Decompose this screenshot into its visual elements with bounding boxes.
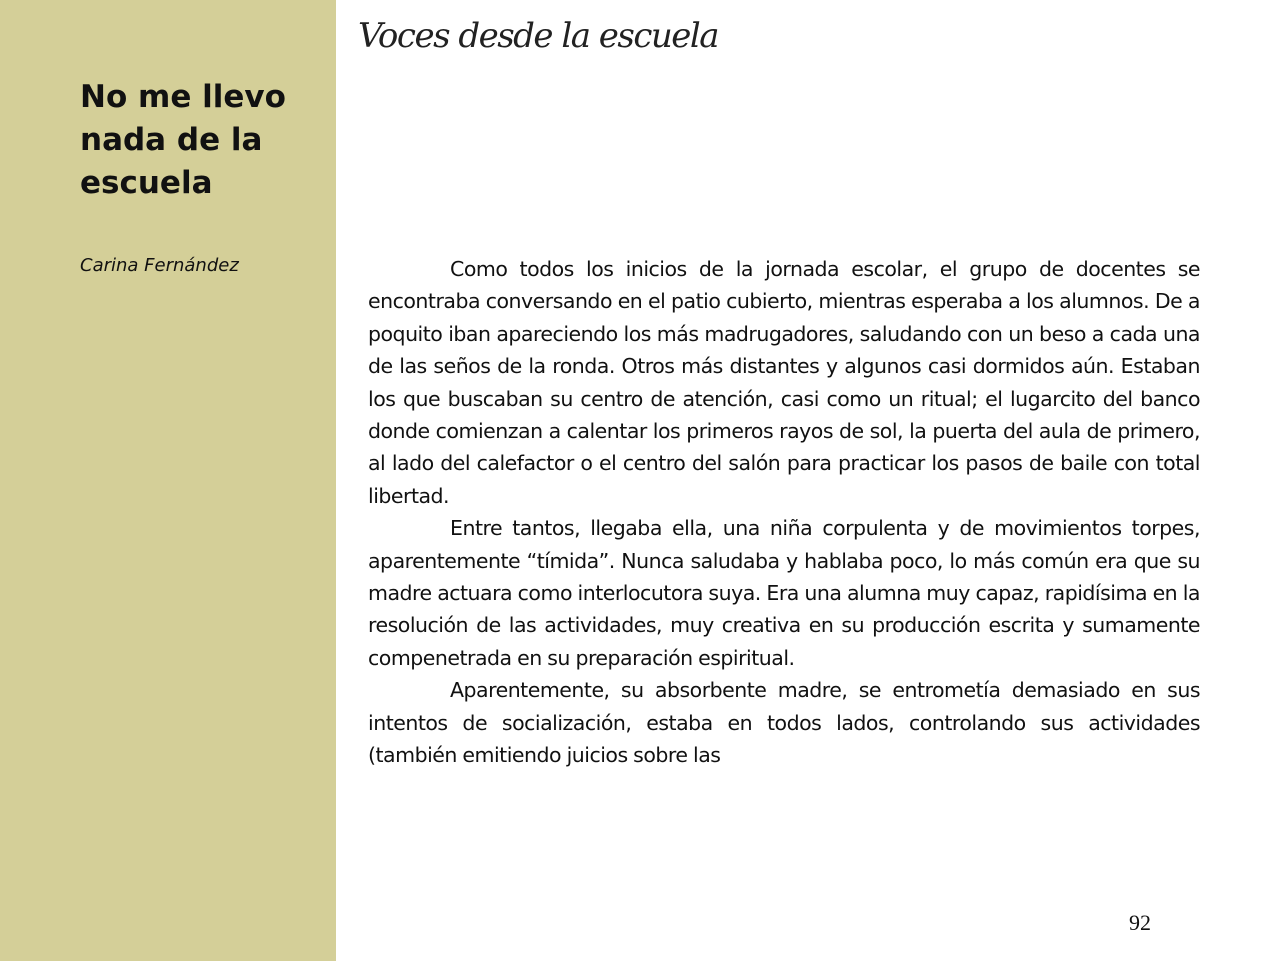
article-title: No me llevo nada de la escuela <box>80 79 286 201</box>
author-name: Carina Fernández <box>80 255 239 276</box>
article-body <box>368 253 1200 772</box>
running-head: Voces desde la escuela <box>358 16 719 56</box>
paragraph-2: Entre tantos, llegaba ella, una niña corpulenta y de movimientos torpes, aparentemente “tímida”. Nunca saludaba y hablaba poco, lo más común era que su madre actuara como interlocutora suya. Era una alumna muy capaz, rapidísima en la resolución de las actividades, muy creativa en su producción escrita y sumamente compenetrada en su preparación espiritual. <box>368 516 1200 670</box>
page-number: 92 <box>1129 910 1151 935</box>
paragraph-3: Aparentemente, su absorbente madre, se entrometía demasiado en sus intentos de socialización, estaba en todos lados, controlando sus actividades (también emitiendo juicios sobre las <box>368 678 1200 768</box>
paragraph-1: Como todos los inicios de la jornada escolar, el grupo de docentes se encontraba conversando en el patio cubierto, mientras esperaba a los alumnos. De a poquito iban apareciendo los más madrugadores, saludando con un beso a cada una de las seños de la ronda. Otros más distantes y algunos casi dormidos aún. Estaban los que buscaban su centro de atención, casi como un ritual; el lugarcito del banco donde comienzan a calentar los primeros rayos de sol, la puerta del aula de primero, al lado del calefactor o el centro del salón para practicar los pasos de baile con total libertad. <box>368 257 1200 508</box>
sidebar-panel <box>0 0 336 961</box>
